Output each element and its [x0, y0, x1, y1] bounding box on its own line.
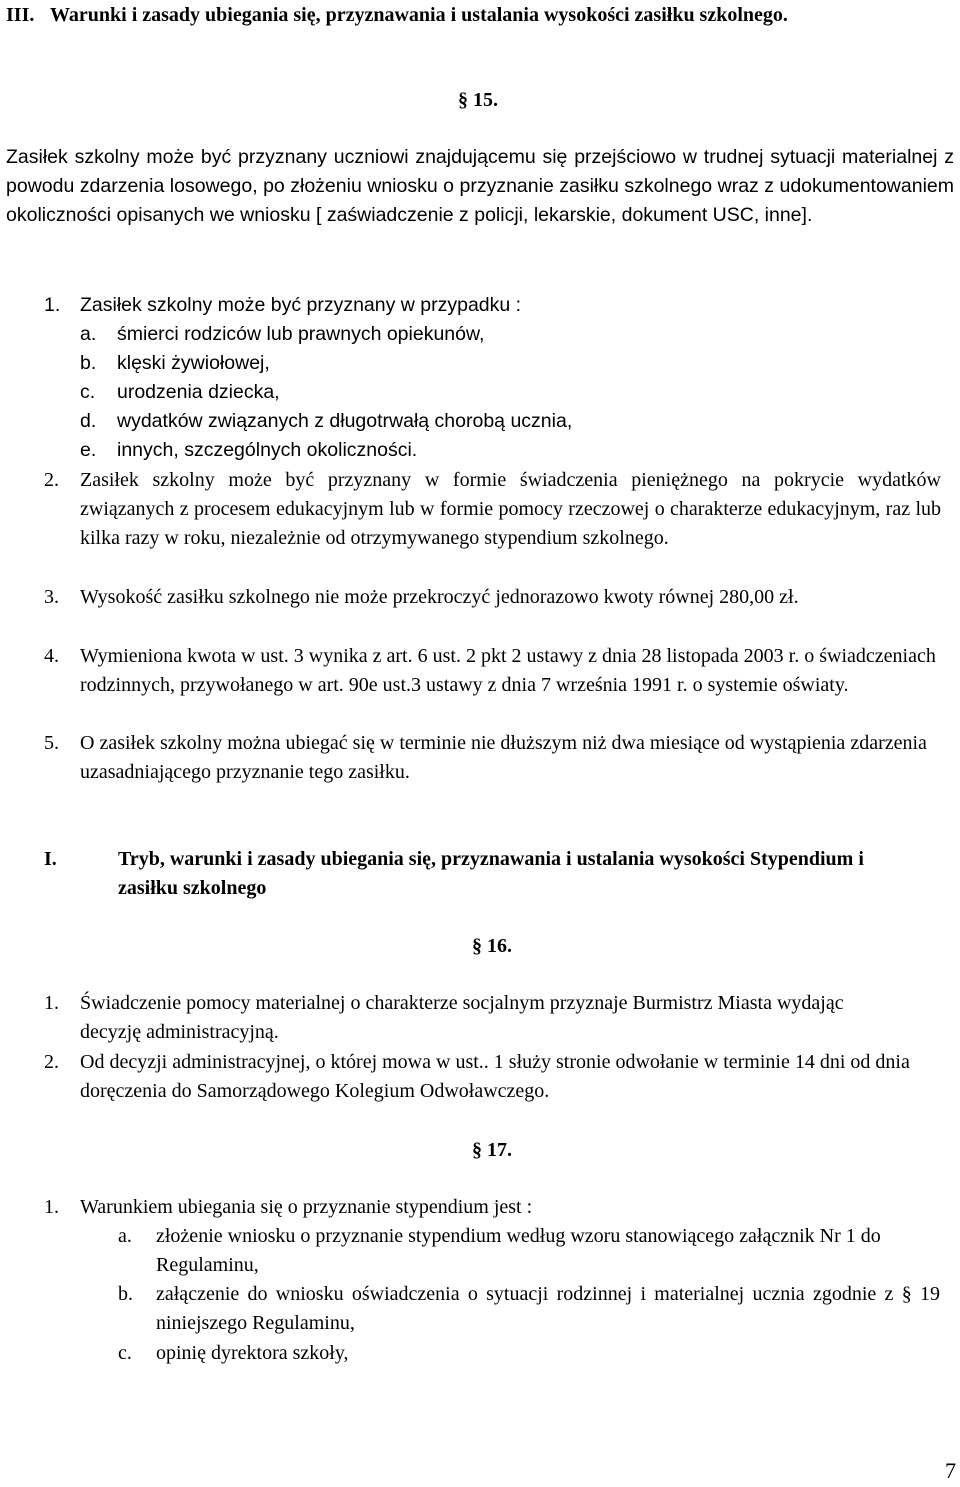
section-1-title: Tryb, warunki i zasady ubiegania się, przyznawania i ustalania wysokości Stypendium i zasiłku szkolnego — [118, 848, 864, 899]
sub-item-letter: b. — [118, 1283, 133, 1305]
item-number: 3. — [44, 586, 59, 608]
sub-item-text: opinię dyrektora szkoły, — [156, 1342, 349, 1364]
sub-item-letter: c. — [80, 381, 96, 403]
list-item-text: O zasiłek szkolny można ubiegać się w terminie nie dłuższym niż dwa miesiące od wystąpienia zdarzenia uzasadniającego przyznanie tego zasiłku. — [80, 732, 927, 783]
sub-item-text: śmierci rodziców lub prawnych opiekunów, — [117, 323, 485, 345]
sub-item-text: załączenie do wniosku oświadczenia o sytuacji rodzinnej i materialnej ucznia zgodnie z § 19 niniejszego Regulaminu, — [156, 1283, 940, 1334]
list-item-text: Warunkiem ubiegania się o przyznanie stypendium jest : — [80, 1196, 533, 1218]
list-item-text: Wymieniona kwota w ust. 3 wynika z art. 6 ust. 2 pkt 2 ustawy z dnia 28 listopada 2003 r. o świadczeniach rodzinnych, przywołanego w art. 90e ust.3 ustawy z dnia 7 września 1991 r. o systemie oświaty. — [80, 645, 936, 696]
paragraph-15-intro: Zasiłek szkolny może być przyznany uczniowi znajdującemu się przejściowo w trudnej sytuacji materialnej z powodu zdarzenia losowego, po złożeniu wniosku o przyznanie zasiłku szkolnego wraz z udokumentowaniem okoliczności opisanych we wniosku [ zaświadczenie z policji, lekarskie, dokument USC, inne]. — [6, 146, 954, 226]
sub-item-letter: c. — [118, 1342, 132, 1364]
page-number: 7 — [945, 1458, 956, 1483]
sub-item-text: urodzenia dziecka, — [117, 381, 280, 403]
item-number: 2. — [44, 469, 59, 491]
sub-item-text: klęski żywiołowej, — [117, 352, 270, 374]
paragraph-16-heading: § 16. — [472, 935, 512, 957]
sub-item-text: wydatków związanych z długotrwałą chorobą ucznia, — [117, 410, 573, 432]
sub-item-letter: b. — [80, 352, 97, 374]
sub-item-text: innych, szczególnych okoliczności. — [117, 439, 418, 461]
list-item-text: Wysokość zasiłku szkolnego nie może przekroczyć jednorazowo kwoty równej 280,00 zł. — [80, 586, 799, 608]
section-1-number: I. — [44, 848, 57, 870]
sub-item-text: złożenie wniosku o przyznanie stypendium według wzoru stanowiącego załącznik Nr 1 do Regulaminu, — [156, 1225, 881, 1276]
sub-item-letter: e. — [80, 439, 97, 461]
section-3-number: III. — [6, 4, 35, 26]
item-number: 4. — [44, 645, 59, 667]
list-item-text: Zasiłek szkolny może być przyznany w przypadku : — [80, 294, 522, 316]
list-item-text: Zasiłek szkolny może być przyznany w formie świadczenia pieniężnego na pokrycie wydatków związanych z procesem edukacyjnym lub w formie pomocy rzeczowej o charakterze edukacyjnym, raz lub kilka razy w roku, niezależnie od otrzymywanego stypendium szkolnego. — [80, 469, 941, 549]
list-item-text: Od decyzji administracyjnej, o której mowa w ust.. 1 służy stronie odwołanie w terminie 14 dni od dnia doręczenia do Samorządowego Kolegium Odwoławczego. — [80, 1051, 910, 1102]
list-item-text: Świadczenie pomocy materialnej o charakterze socjalnym przyznaje Burmistrz Miasta wydając decyzję administracyjną. — [80, 992, 844, 1043]
item-number: 5. — [44, 732, 59, 754]
item-number: 1. — [44, 294, 61, 316]
sub-item-letter: d. — [80, 410, 97, 432]
sub-item-letter: a. — [118, 1225, 132, 1247]
item-number: 1. — [44, 992, 59, 1014]
sub-item-letter: a. — [80, 323, 97, 345]
item-number: 2. — [44, 1051, 59, 1073]
paragraph-15-heading: § 15. — [458, 89, 498, 111]
section-3-title: Warunki i zasady ubiegania się, przyznawania i ustalania wysokości zasiłku szkolnego. — [50, 4, 788, 26]
item-number: 1. — [44, 1196, 59, 1218]
paragraph-17-heading: § 17. — [472, 1139, 512, 1161]
